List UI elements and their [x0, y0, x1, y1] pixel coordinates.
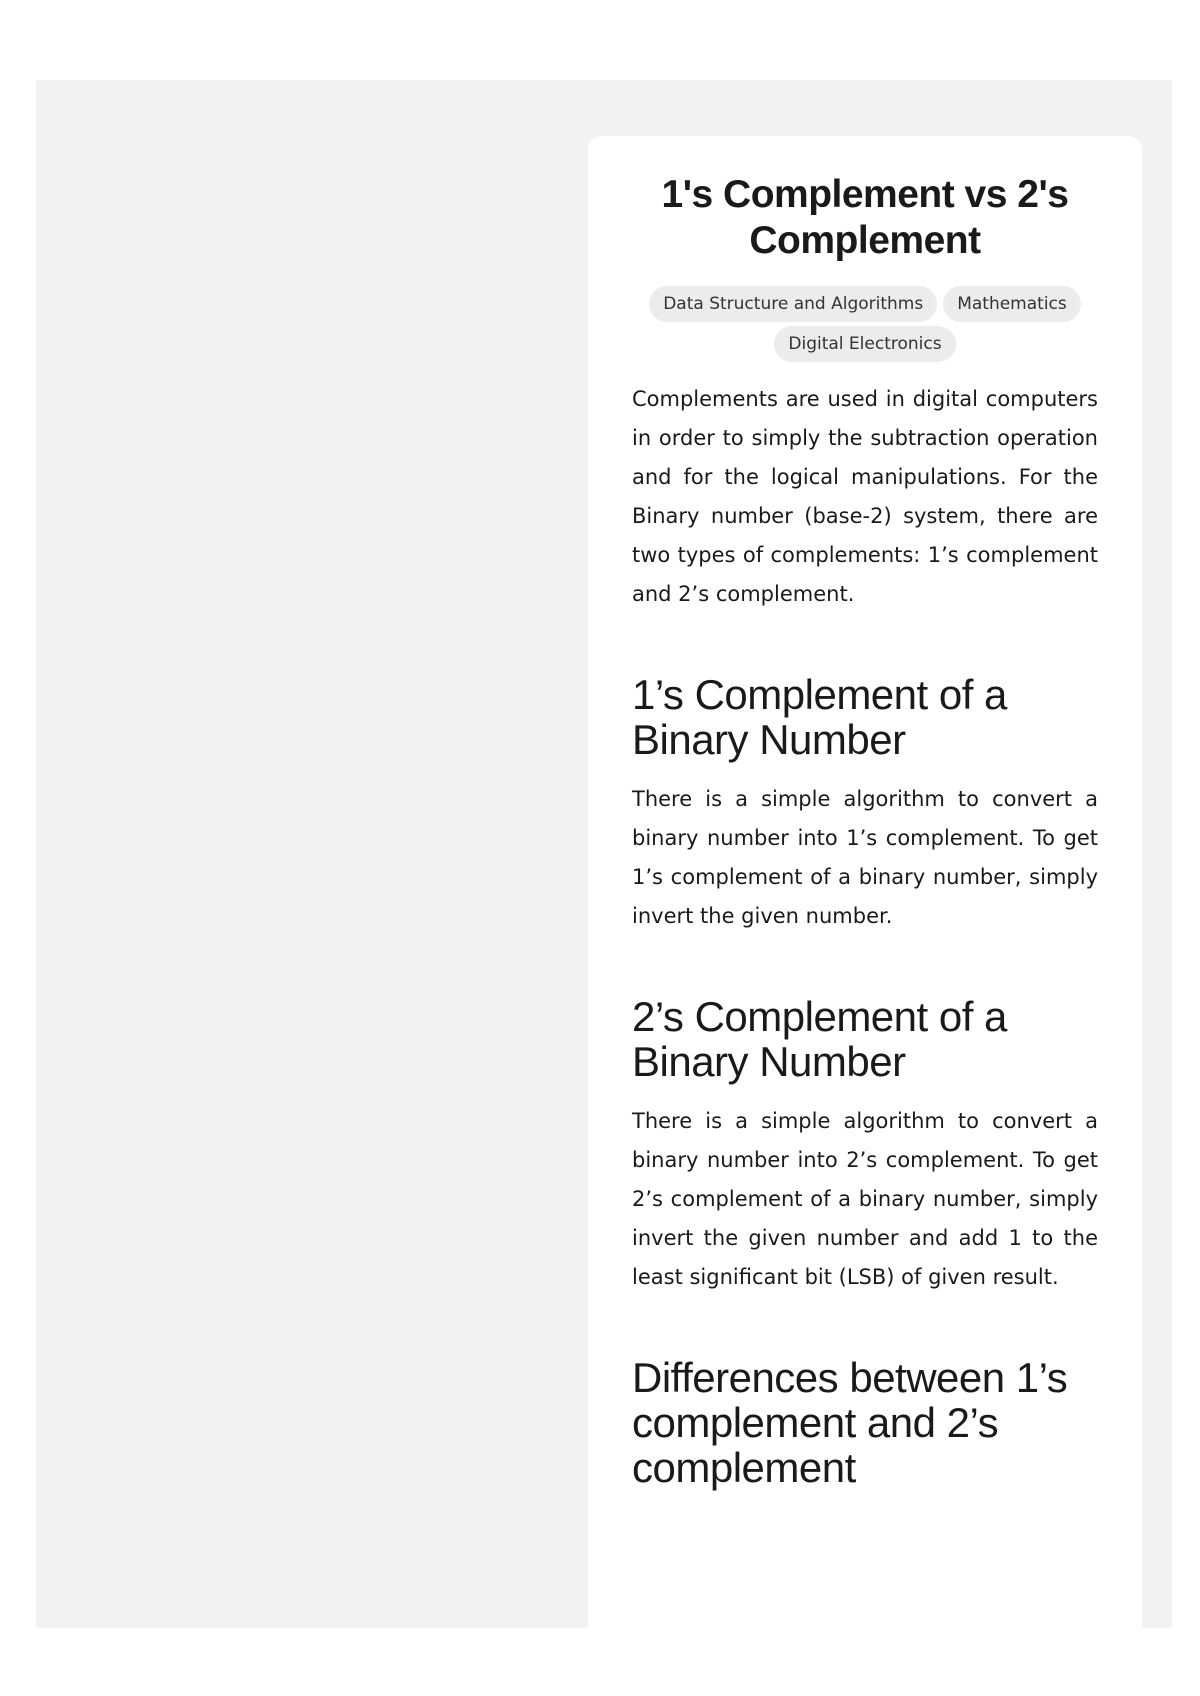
intro-paragraph: Complements are used in digital computers in order to simply the subtraction operation and for the logical manipulations. For the Binary number (base-2) system, there are two types of complements: 1’s complement and 2’s complement. [632, 387, 1098, 606]
section-heading-differences: Differences between 1’s complement and 2’s complement [632, 1354, 1068, 1491]
tag-data-structure-and-algorithms[interactable]: Data Structure and Algorithms [649, 286, 937, 322]
section-body-twos-complement: There is a simple algorithm to convert a binary number into 2’s complement. To get 2’s complement of a binary number, simply invert the given number and add 1 to the least significant bit (LSB) of given result. [632, 1109, 1098, 1289]
article-card [588, 136, 1142, 1656]
section-body-ones-complement: There is a simple algorithm to convert a binary number into 1’s complement. To get 1’s complement of a binary number, simply invert the given number. [632, 787, 1098, 928]
tag-digital-electronics[interactable]: Digital Electronics [774, 326, 955, 362]
tag-mathematics[interactable]: Mathematics [943, 286, 1081, 322]
section-heading-twos-complement: 2’s Complement of a Binary Number [632, 993, 1007, 1085]
tag-list [632, 284, 1098, 364]
article-title: 1's Complement vs 2's Complement [661, 173, 1069, 262]
section-heading-ones-complement: 1’s Complement of a Binary Number [632, 671, 1007, 763]
